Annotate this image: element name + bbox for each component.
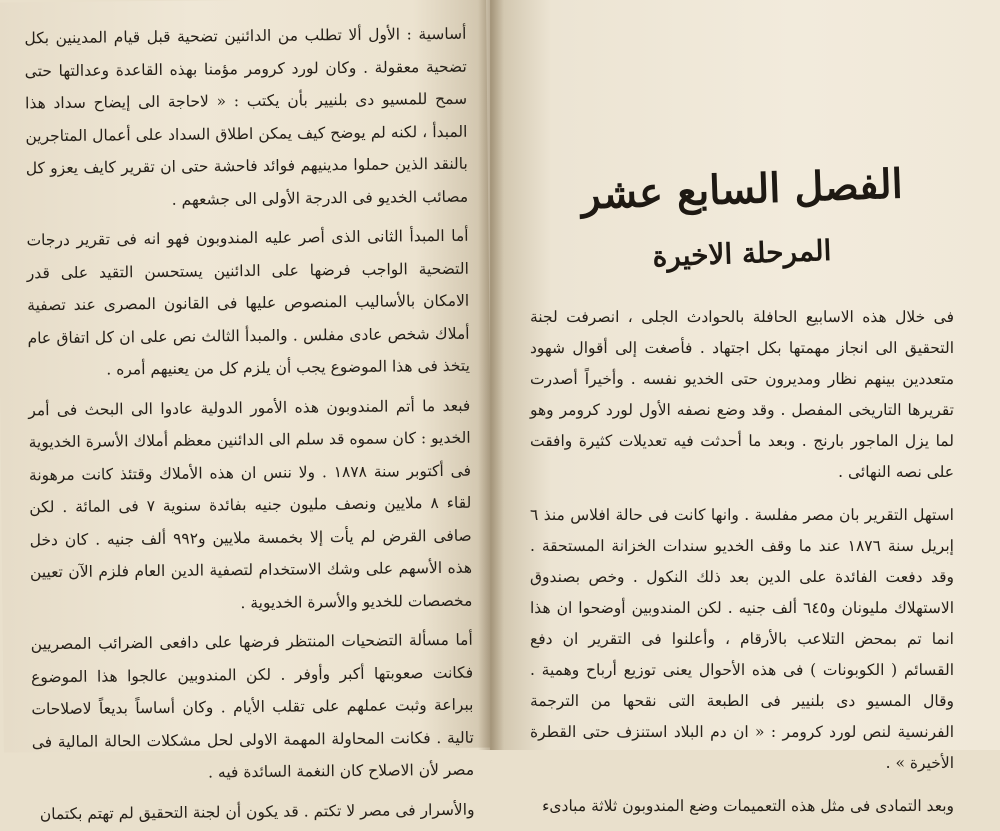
right-page (490, 0, 1000, 815)
left-paragraph-1: أساسية : الأول ألا تطلب من الدائنين تضحية قبل قيام المدينين بكل تضحية معقولة . وكان لورد كرومر مؤمنا بهذه القاعدة وعدالتها حتى سمح للمسيو دى بلنيير بأن يكتب : « لاحاجة الى إيضاح سداد هذا المبدأ ، لكنه لم يوضح كيف يمكن اطلاق السداد على أعمال المتاجرين بالنقد الذين حملوا مدينيهم فوائد فاحشة حتى ان تقرير كايف يعزو كل مصائب الخديو فى الدرجة الأولى الى جشعهم . (24, 24, 469, 209)
left-paragraph-4: أما مسألة التضحيات المنتظر فرضها على دافعى الضرائب المصريين فكانت صعوبتها أكبر وأوفر . لكن المندوبين عالجوا هذا الموضوع ببراعة وثبت عملهم على تقلب الأيام . وكان أساساً بديعاً لاصلاحات تالية . فكانت المحاولة المهمة الاولى لحل مشكلات الحالة المالية فى مصر لأن الاصلاح كان النغمة السائدة فيه . (30, 630, 475, 782)
book-gutter (478, 0, 504, 750)
left-paragraph-5: والأسرار فى مصر لا تكتم . قد يكون أن لجنة التحقيق لم تهتم بكتمان (39, 800, 475, 823)
left-paragraph-2: أما المبدأ الثانى الذى أصر عليه المندوبون فهو انه فى تقرير درجات التضحية الواجب فرضها على الدائنين يستحسن التقيد على قدر الامكان بالأساليب المنصوص عليها فى القانون المصرى عند تصفية أملاك شخص عادى مفلس . والمبدأ الثالث نص على ان كل اتفاق عام يتخذ فى هذا الموضوع يجب أن يلزم كل من يعنيهم أمره . (26, 226, 470, 379)
right-paragraph-3: وبعد التمادى فى مثل هذه التعميمات وضع المندوبون ثلاثة مبادىء (542, 797, 954, 815)
left-page (0, 0, 494, 823)
left-paragraph-3: فبعد ما أتم المندوبون هذه الأمور الدولية عادوا الى البحث فى أمر الخديو : كان سموه قد سلم الى الدائنين معظم أملاك الأسرة الخديوية فى أكتوبر سنة ١٨٧٨ . ولا ننس ان هذه الأملاك وقتئذ كانت مرهونة لقاء ٨ ملايين ونصف مليون جنيه بفائدة سنوية ٧ فى المائة . لكن صافى القرض لم يأت إلا بخمسة ملايين و٩٩٢ ألف جنيه . كان دخل هذه الأسهم على وشك الاستخدام لتصفية الدين العام فلزم الآن تعيين مخصصات للخديو والأسرة الخديوية . (28, 396, 473, 612)
right-paragraph-1: فى خلال هذه الاسابيع الحافلة بالحوادث الجلى ، انصرفت لجنة التحقيق الى انجاز مهمتها بكل اجتهاد . فأصغت إلى أقوال شهود متعددين بينهم نظار ومديرون حتى الخديو نفسه . وأخيراً أصدرت تقريرها التاريخى المفصل . وقد وضع نصفه الأول لورد كرومر وهو لما يزل الماجور بارنج . وبعد ما أحدثت فيه تعديلات كثيرة وافقت على نصه النهائى . (530, 308, 954, 481)
chapter-subtitle: المرحلة الاخيرة (651, 233, 832, 274)
chapter-title: الفصل السابع عشر (580, 160, 904, 219)
right-paragraph-2: استهل التقرير بان مصر مفلسة . وانها كانت فى حالة افلاس منذ ٦ إبريل سنة ١٨٧٦ عند ما وقف الخديو سندات الخزانة المستحقة . وقد دفعت الفائدة على الدين بعد ذلك النكول . وخص بصندوق الاستهلاك مليونان و٦٤٥ ألف جنيه . لكن المندوبين أوضحوا ان هذا انما تم بمحض التلاعب بالأرقام ، وأعلنوا فى التقرير ان دفع القسائم ( الكوبونات ) فى هذه الأحوال يعنى توزيع أرباح وهمية . وقال المسيو دى بلنيير فى الطبعة التى نقحها من الترجمة الفرنسية لنص لورد كرومر : « ان دم البلاد استنزف حتى القطرة الأخيرة » . (530, 506, 955, 772)
